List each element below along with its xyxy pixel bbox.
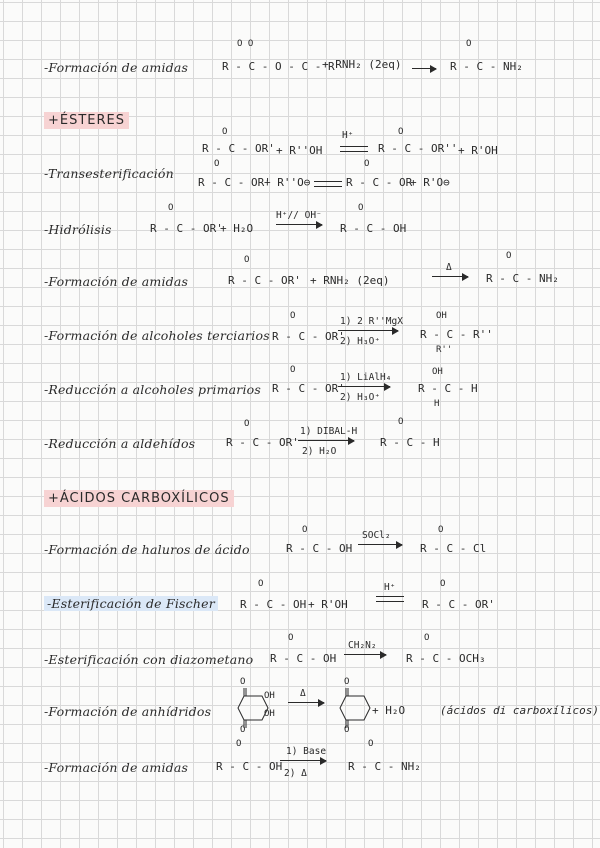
reagent: + H₂O	[220, 222, 254, 235]
reaction-label: -Formación de amidas	[44, 274, 189, 289]
product: R - C - OH	[340, 222, 407, 235]
carbonyl-oxygen: O	[344, 677, 350, 687]
reagent: + R'OH	[308, 598, 348, 611]
carbonyl-oxygen: O	[506, 251, 512, 261]
reaction-row	[0, 525, 600, 570]
reaction-arrow	[344, 654, 386, 655]
equilibrium-arrow	[340, 146, 368, 154]
section-title-esteres: +ÉSTERES	[44, 112, 129, 129]
carbonyl-oxygen: O	[258, 579, 264, 589]
product: R - C - OR	[346, 176, 413, 189]
product: R - C - OR''	[378, 142, 458, 155]
reactant: R - C - O - C - R	[222, 60, 335, 73]
side-note: (ácidos di carboxílicos)	[440, 704, 599, 717]
reactant: R - C - OR'	[198, 176, 271, 189]
carbonyl-oxygen: O	[438, 525, 444, 535]
carbonyl-oxygen: O	[398, 127, 404, 137]
reaction-arrow	[432, 276, 468, 277]
substituent: OH	[432, 367, 443, 377]
substituent: H	[434, 399, 440, 409]
reactant: R - C - OH	[270, 652, 337, 665]
carbonyl-oxygen: O O	[237, 39, 254, 49]
condition: 1) 2 R''MgX	[340, 316, 403, 327]
reaction-label: -Esterificación de Fischer	[44, 596, 218, 611]
reaction-row	[0, 365, 600, 418]
hydroxyl: OH	[264, 691, 275, 701]
reaction-arrow	[288, 702, 324, 703]
product: R - C - OR'	[422, 598, 495, 611]
condition: 2) H₃O⁺	[340, 336, 381, 347]
condition: Δ	[300, 688, 306, 699]
reaction-arrow	[280, 760, 326, 761]
reaction-arrow	[276, 224, 322, 225]
reaction-label: -Reducción a aldehídos	[44, 436, 196, 451]
reactant: R - C - OH	[240, 598, 307, 611]
reaction-row	[0, 633, 600, 678]
reaction-label: -Formación de haluros de ácido	[44, 542, 250, 557]
condition: 1) Base	[286, 746, 327, 757]
substituent: R''	[436, 345, 453, 355]
reaction-label: -Formación de amidas	[44, 60, 189, 75]
reaction-row	[0, 128, 600, 198]
condition: 2) H₃O⁺	[340, 392, 381, 403]
carbonyl-oxygen: O	[368, 739, 374, 749]
reactant: R - C - OH	[286, 542, 353, 555]
condition: H⁺	[384, 582, 396, 593]
hydroxyl: OH	[264, 709, 275, 719]
carbonyl-oxygen: O	[240, 725, 246, 735]
reactant: R - C - OR'	[272, 382, 345, 395]
carbonyl-oxygen: O	[214, 159, 220, 169]
condition: 1) DIBAL-H	[300, 426, 358, 437]
reactant: R - C - OR'	[202, 142, 275, 155]
carbonyl-oxygen: O	[236, 739, 242, 749]
reaction-label: -Formación de amidas	[44, 760, 189, 775]
reaction-row	[0, 417, 600, 462]
reagent: + R''O⊖	[264, 176, 311, 189]
product: R - C - H	[418, 382, 478, 395]
reaction-label: -Formación de anhídridos	[44, 704, 212, 719]
carbonyl-oxygen: O	[290, 365, 296, 375]
reagent: + RNH₂ (2eq)	[322, 58, 402, 71]
carbonyl-oxygen: O	[358, 203, 364, 213]
reaction-arrow	[298, 440, 354, 441]
condition: 1) LiAlH₄	[340, 372, 392, 383]
condition: 2) H₂O	[302, 446, 337, 457]
reactant: R - C - OR'	[272, 330, 345, 343]
reagent: + RNH₂ (2eq)	[310, 274, 390, 287]
carbonyl-oxygen: O	[290, 311, 296, 321]
carbonyl-oxygen: O	[244, 255, 250, 265]
reagent: + R''OH	[276, 144, 323, 157]
reaction-row	[0, 40, 600, 80]
reactant: R - C - OR'	[150, 222, 223, 235]
carbonyl-oxygen: O	[364, 159, 370, 169]
product: R - C - OCH₃	[406, 652, 486, 665]
condition: CH₂N₂	[348, 640, 377, 651]
reaction-label: -Esterificación con diazometano	[44, 652, 254, 667]
equilibrium-arrow	[314, 181, 342, 189]
reaction-row	[0, 579, 600, 624]
condition: SOCl₂	[362, 530, 391, 541]
substituent: OH	[436, 311, 447, 321]
reactant: R - C - OH	[216, 760, 283, 773]
reaction-arrow	[338, 386, 390, 387]
reaction-row	[0, 202, 600, 242]
reactant: R - C - OR'	[226, 436, 299, 449]
reaction-arrow	[358, 544, 402, 545]
equilibrium-arrow	[376, 596, 404, 604]
carbonyl-oxygen: O	[424, 633, 430, 643]
carbonyl-oxygen: O	[168, 203, 174, 213]
carbonyl-oxygen: O	[398, 417, 404, 427]
carbonyl-oxygen: O	[344, 725, 350, 735]
product: R - C - NH₂	[486, 272, 559, 285]
product: R - C - NH₂	[348, 760, 421, 773]
reaction-label: -Formación de alcoholes terciarios	[44, 328, 270, 343]
reaction-arrow	[412, 68, 436, 69]
condition: 2) Δ	[284, 768, 307, 779]
carbonyl-oxygen: O	[302, 525, 308, 535]
product: R - C - H	[380, 436, 440, 449]
byproduct: + H₂O	[372, 704, 406, 717]
reaction-arrow	[338, 330, 398, 331]
section-title-acidos: +ÁCIDOS CARBOXÍLICOS	[44, 490, 234, 507]
reaction-label: -Transesterificación	[44, 166, 174, 181]
reaction-row	[0, 739, 600, 782]
carbonyl-oxygen: O	[440, 579, 446, 589]
reaction-label: -Reducción a alcoholes primarios	[44, 382, 261, 397]
reaction-label: -Hidrólisis	[44, 222, 112, 237]
byproduct: + R'OH	[458, 144, 498, 157]
reaction-row	[0, 677, 600, 735]
carbonyl-oxygen: O	[466, 39, 472, 49]
reaction-row	[0, 312, 600, 362]
byproduct: + R'O⊖	[410, 176, 450, 189]
condition: Δ	[446, 262, 452, 273]
carbonyl-oxygen: O	[288, 633, 294, 643]
carbonyl-oxygen: O	[244, 419, 250, 429]
condition: H⁺// OH⁻	[276, 210, 322, 221]
reaction-row	[0, 251, 600, 298]
carbonyl-oxygen: O	[240, 677, 246, 687]
reactant: R - C - OR'	[228, 274, 301, 287]
product: R - C - Cl	[420, 542, 487, 555]
carbonyl-oxygen: O	[222, 127, 228, 137]
condition: H⁺	[342, 130, 354, 141]
product: R - C - NH₂	[450, 60, 523, 73]
product: R - C - R''	[420, 328, 493, 341]
